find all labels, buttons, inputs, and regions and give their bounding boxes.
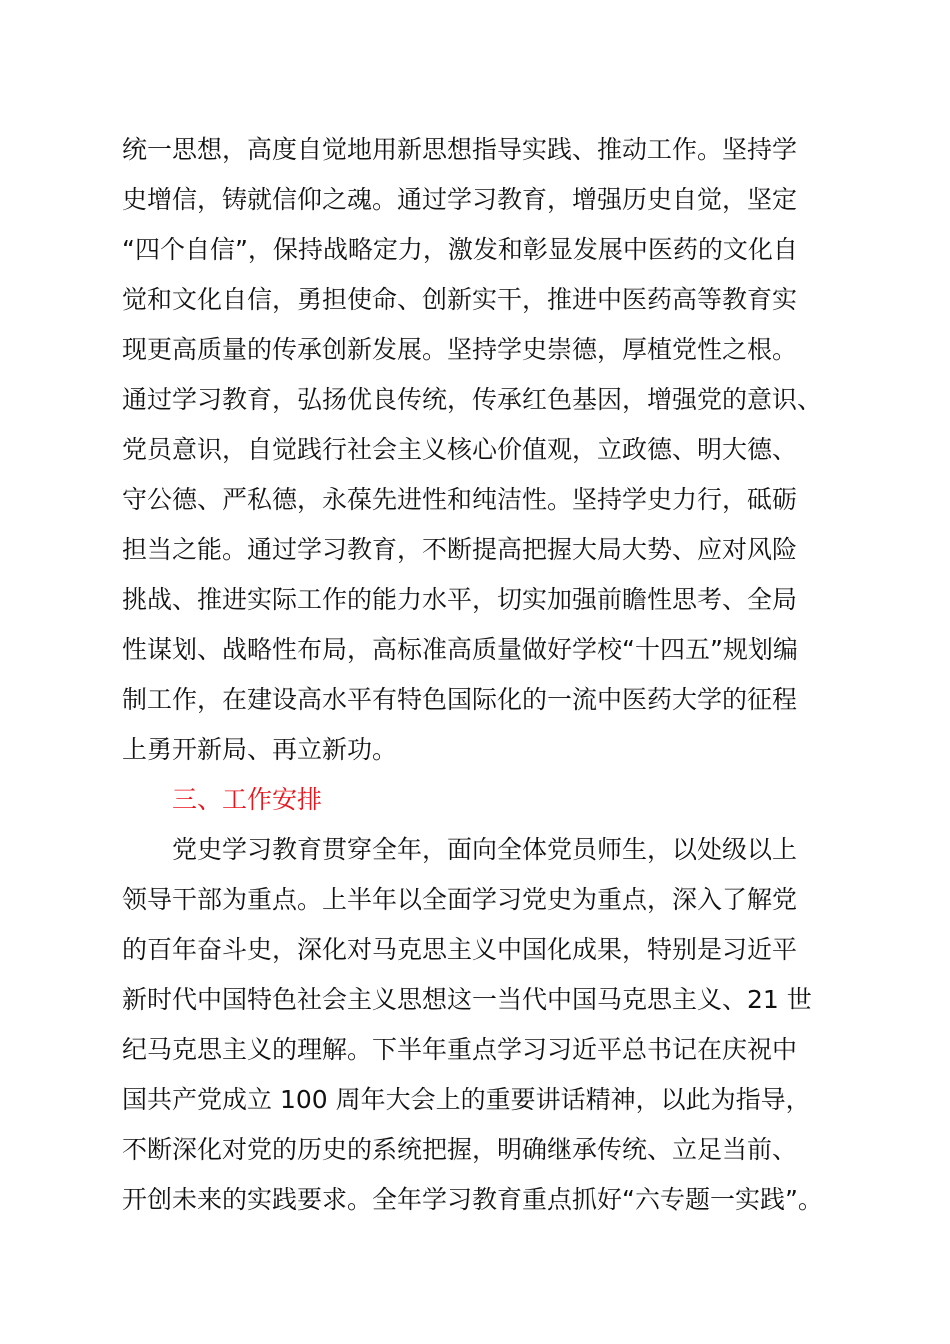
section-heading: 三、工作安排 xyxy=(172,785,323,814)
text-line: 党员意识，自觉践行社会主义核心价值观，立政德、明大德、 xyxy=(122,435,798,464)
text-line: 担当之能。通过学习教育，不断提高把握大局大势、应对风险 xyxy=(122,535,798,564)
text-line: 通过学习教育，弘扬优良传统，传承红色基因，增强党的意识、 xyxy=(122,385,823,414)
text-line: “四个自信”，保持战略定力，激发和彰显发展中医药的文化自 xyxy=(122,235,798,264)
text-line: 制工作，在建设高水平有特色国际化的一流中医药大学的征程 xyxy=(122,685,798,714)
text-line: 国共产党成立 100 周年大会上的重要讲话精神，以此为指导， xyxy=(122,1085,811,1114)
text-line: 守公德、严私德，永葆先进性和纯洁性。坚持学史力行，砥砺 xyxy=(122,485,798,514)
text-line: 纪马克思主义的理解。下半年重点学习习近平总书记在庆祝中 xyxy=(122,1035,798,1064)
text-line: 觉和文化自信，勇担使命、创新实干，推进中医药高等教育实 xyxy=(122,285,798,314)
text-line: 现更高质量的传承创新发展。坚持学史崇德，厚植党性之根。 xyxy=(122,335,798,364)
text-line: 新时代中国特色社会主义思想这一当代中国马克思主义、21 世 xyxy=(122,985,812,1014)
text-line: 不断深化对党的历史的系统把握，明确继承传统、立足当前、 xyxy=(122,1135,798,1164)
text-line: 上勇开新局、再立新功。 xyxy=(122,735,398,764)
text-line: 开创未来的实践要求。全年学习教育重点抓好“六专题一实践”。 xyxy=(122,1185,823,1214)
text-line: 史增信，铸就信仰之魂。通过学习教育，增强历史自觉，坚定 xyxy=(122,185,798,214)
text-line: 的百年奋斗史，深化对马克思主义中国化成果，特别是习近平 xyxy=(122,935,798,964)
text-line: 领导干部为重点。上半年以全面学习党史为重点，深入了解党 xyxy=(122,885,798,914)
text-line: 挑战、推进实际工作的能力水平，切实加强前瞻性思考、全局 xyxy=(122,585,798,614)
text-line: 党史学习教育贯穿全年，面向全体党员师生，以处级以上 xyxy=(172,835,798,864)
document-body xyxy=(122,125,852,1225)
text-line: 性谋划、战略性布局，高标准高质量做好学校“十四五”规划编 xyxy=(122,635,798,664)
text-line: 统一思想，高度自觉地用新思想指导实践、推动工作。坚持学 xyxy=(122,135,798,164)
